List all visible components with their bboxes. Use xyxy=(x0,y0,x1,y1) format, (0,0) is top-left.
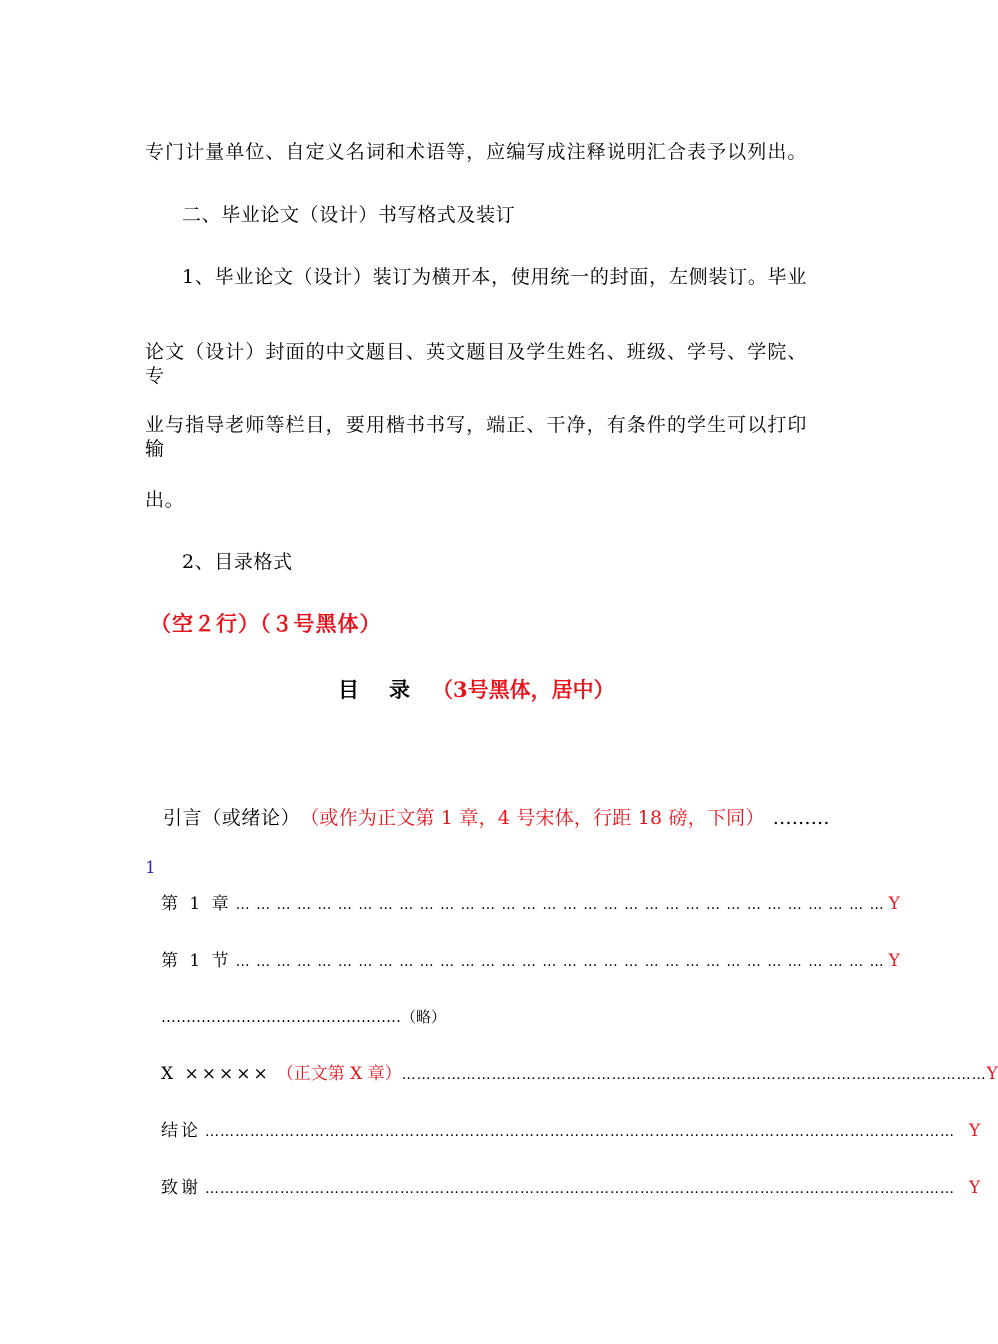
toc-intro-page: 1 xyxy=(145,858,157,878)
toc-leader-dots: …………………………………………………………………………………………………………………………………… xyxy=(205,1124,955,1140)
toc-entry-row xyxy=(161,1177,981,1200)
section-heading: 二、毕业论文（设计）书写格式及装订 xyxy=(182,204,516,226)
paragraph-line: 业与指导老师等栏目，要用楷书书写，端正、干净，有条件的学生可以打印输 xyxy=(145,414,807,460)
toc-page-number: Y xyxy=(969,1121,981,1141)
toc-entry-row xyxy=(161,1063,998,1086)
toc-intro-label: 引言（或绪论） xyxy=(163,807,301,829)
toc-title-char: 目 xyxy=(338,677,359,702)
toc-title xyxy=(338,676,615,704)
paragraph-line: 论文（设计）封面的中文题目、英文题目及学生姓名、班级、学号、学院、专 xyxy=(145,341,807,387)
toc-leader-dots: … … … … … … … … … … … … … … … … … … … … … … … … … … … … … … … … xyxy=(235,897,885,913)
toc-entry-label: X ××××× xyxy=(161,1064,271,1084)
toc-page-number: Y xyxy=(888,951,900,971)
body-text-line: 专门计量单位、自定义名词和术语等，应编写成注释说明汇合表予以列出。 xyxy=(145,141,807,163)
toc-entry-row xyxy=(161,1120,981,1143)
toc-entry-label: 结论 xyxy=(161,1121,201,1141)
toc-omitted-line: …………………………………………（略） xyxy=(161,1008,447,1026)
toc-page-number: Y xyxy=(986,1064,998,1084)
toc-entry-note: （正文第 X 章） xyxy=(276,1064,402,1084)
toc-intro-dots: ……… xyxy=(772,807,830,829)
toc-entry-row xyxy=(161,950,900,973)
toc-intro-row xyxy=(163,806,830,830)
toc-leader-dots: ……………………………………………………………………………………………………… xyxy=(401,1067,987,1083)
toc-title-note: （3号黑体，居中） xyxy=(432,677,615,702)
toc-page-number: Y xyxy=(888,894,900,914)
toc-leader-dots: … … … … … … … … … … … … … … … … … … … … … … … … … … … … … … … … xyxy=(235,954,885,970)
toc-intro-note: （或作为正文第 1 章，4 号宋体，行距 18 磅，下同） xyxy=(300,807,765,829)
toc-leader-dots: …………………………………………………………………………………………………………………………………… xyxy=(205,1181,955,1197)
toc-entry-label: 致谢 xyxy=(161,1178,201,1198)
toc-entry-label: 第 1 节 xyxy=(161,951,232,971)
format-note: （空２行）（３号黑体） xyxy=(150,611,382,636)
paragraph-line: 1、毕业论文（设计）装订为横开本，使用统一的封面，左侧装订。毕业 xyxy=(182,266,807,288)
toc-title-char: 录 xyxy=(389,677,410,702)
toc-entry-label: 第 1 章 xyxy=(161,894,232,914)
toc-page-number: Y xyxy=(969,1178,981,1198)
paragraph-line: 出。 xyxy=(145,489,185,511)
list-item-heading: 2、目录格式 xyxy=(182,551,293,573)
toc-entry-row xyxy=(161,893,900,916)
